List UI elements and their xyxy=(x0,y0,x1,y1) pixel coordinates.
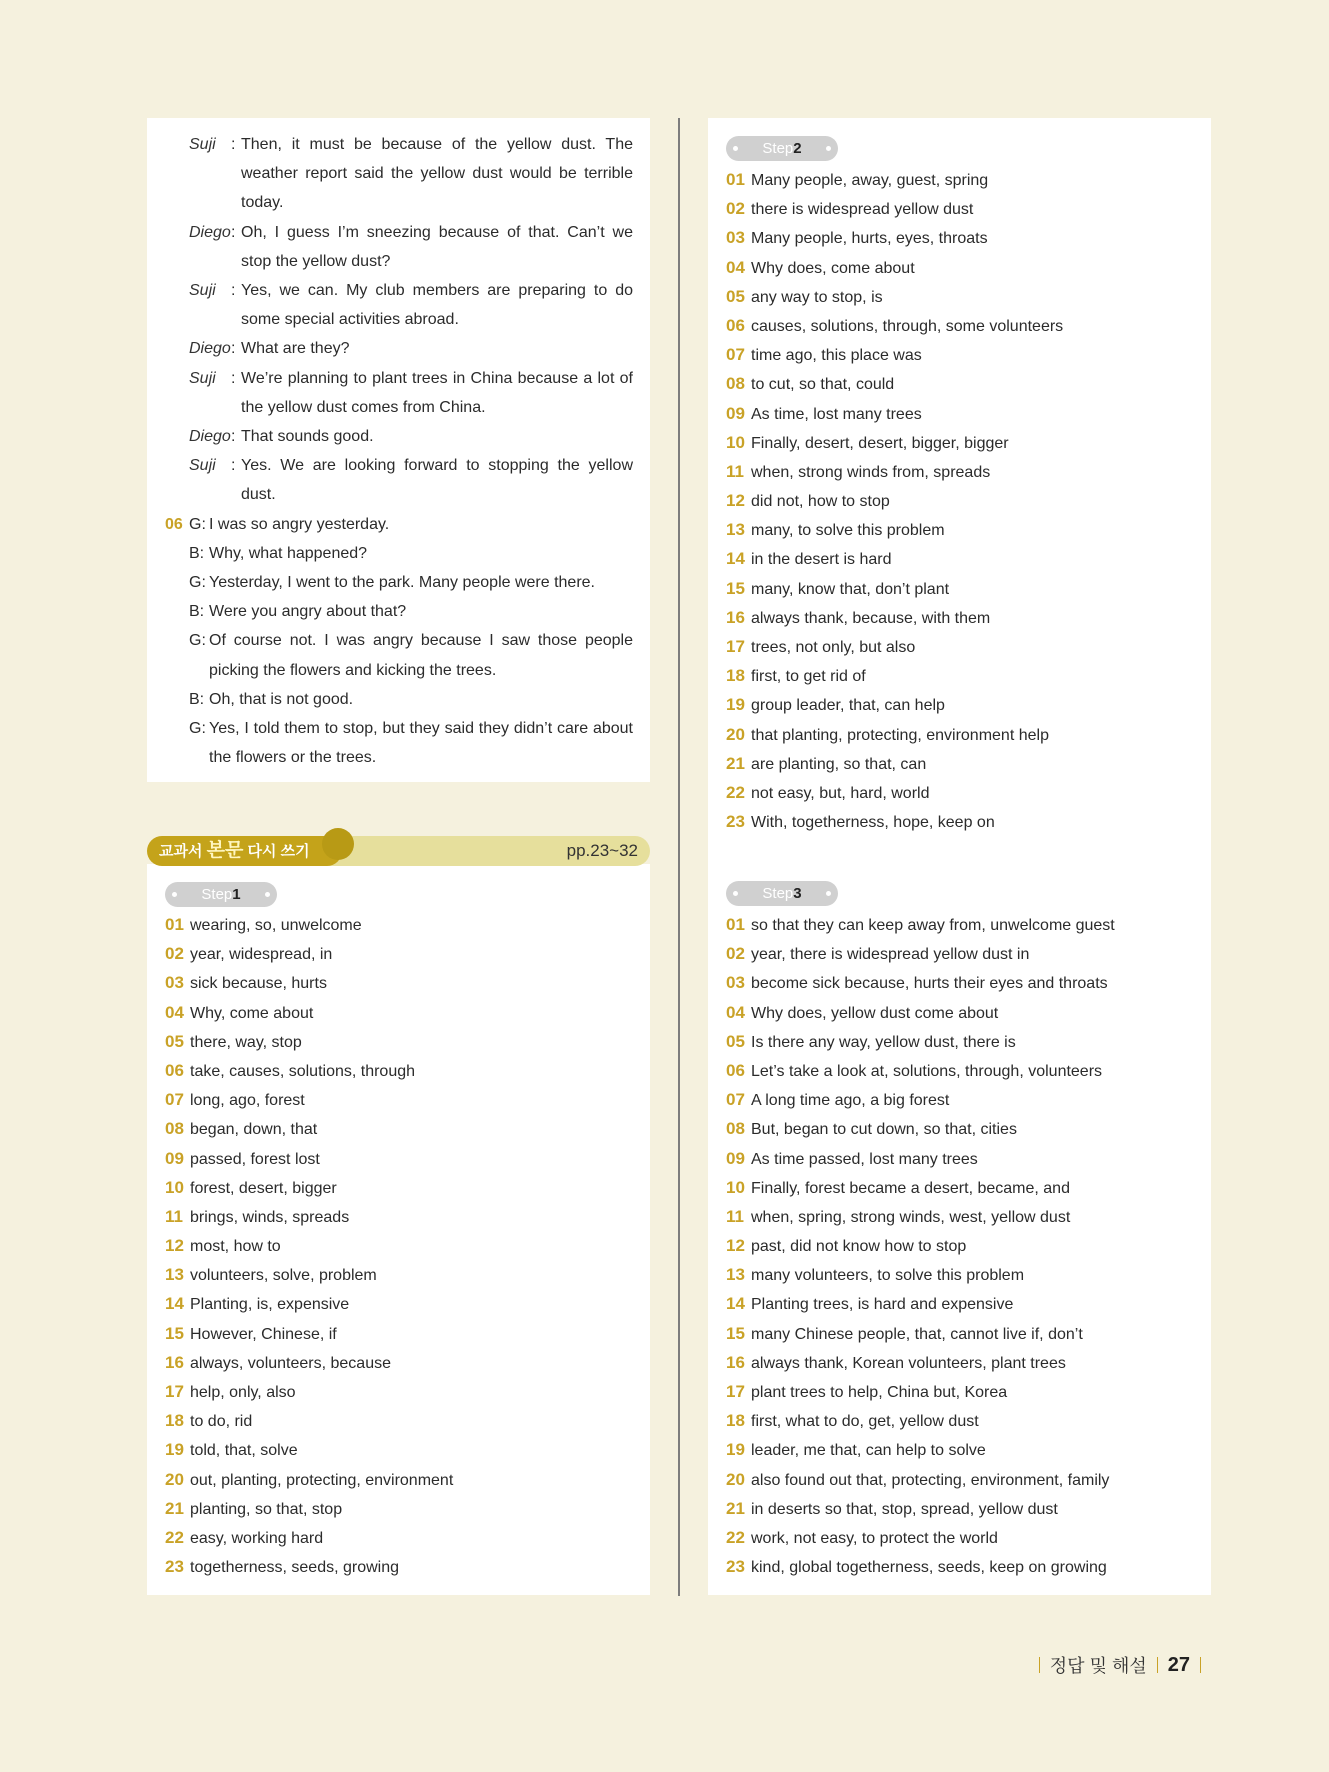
q06-line xyxy=(165,510,633,539)
step2-list xyxy=(726,165,1063,836)
list-item xyxy=(165,1289,453,1318)
item-text: told, that, solve xyxy=(190,1442,298,1460)
item-text: take, causes, solutions, through xyxy=(190,1062,416,1080)
list-item xyxy=(726,165,1063,194)
item-text: long, ago, forest xyxy=(190,1092,305,1110)
list-item xyxy=(726,1027,1115,1056)
item-number: 17 xyxy=(726,637,745,656)
list-item xyxy=(726,1406,1115,1435)
item-text: out, planting, protecting, environment xyxy=(190,1471,454,1489)
item-text: Finally, desert, desert, bigger, bigger xyxy=(751,434,1009,452)
question-number: 06 xyxy=(165,515,183,533)
dialogue-line xyxy=(165,130,633,218)
item-number: 19 xyxy=(726,695,745,715)
list-item xyxy=(726,1114,1115,1143)
item-number: 06 xyxy=(726,1060,745,1080)
list-item xyxy=(726,1085,1115,1114)
dialogue-line xyxy=(165,451,633,509)
list-item xyxy=(165,1056,453,1085)
item-number: 21 xyxy=(165,1498,184,1518)
colon: : xyxy=(231,282,236,300)
speaker-name: Suji xyxy=(189,136,216,153)
item-number: 04 xyxy=(726,1002,745,1022)
item-text: are planting, so that, can xyxy=(751,755,927,773)
item-text: many, know that, don’t plant xyxy=(751,580,950,598)
item-number: 10 xyxy=(726,432,745,452)
item-number: 12 xyxy=(726,491,745,511)
item-number: 11 xyxy=(726,1206,744,1226)
item-number: 16 xyxy=(165,1352,184,1372)
item-number: 09 xyxy=(165,1148,184,1168)
item-number: 04 xyxy=(726,257,745,277)
item-number: 18 xyxy=(165,1411,184,1431)
item-number: 20 xyxy=(726,724,745,744)
speaker-tag: G: xyxy=(189,632,206,650)
item-number: 16 xyxy=(726,1352,745,1372)
item-number: 21 xyxy=(726,1498,745,1518)
item-number: 20 xyxy=(165,1469,184,1489)
q06-line xyxy=(165,539,633,568)
indent xyxy=(165,685,189,714)
list-item xyxy=(726,1231,1115,1260)
item-text: in deserts so that, stop, spread, yellow dust xyxy=(751,1500,1058,1518)
colon: : xyxy=(231,457,236,475)
q06-text: Were you angry about that? xyxy=(209,603,407,621)
list-item xyxy=(726,1173,1115,1202)
item-text: Planting, is, expensive xyxy=(190,1296,350,1314)
list-item xyxy=(726,1523,1115,1552)
speaker-tag: B: xyxy=(189,690,205,708)
speaker-tag: G: xyxy=(189,574,206,592)
item-text: Why does, yellow dust come about xyxy=(751,1004,999,1022)
q06-line xyxy=(165,626,633,684)
colon: : xyxy=(231,369,236,387)
dialogue-line xyxy=(165,422,633,451)
list-item xyxy=(165,1494,453,1523)
item-number: 15 xyxy=(165,1323,184,1343)
q06-line xyxy=(165,685,633,714)
item-text: first, what to do, get, yellow dust xyxy=(751,1413,979,1431)
item-text: when, spring, strong winds, west, yellow dust xyxy=(751,1208,1071,1226)
item-text: forest, desert, bigger xyxy=(190,1179,337,1197)
item-text: Planting trees, is hard and expensive xyxy=(751,1296,1014,1314)
item-text: any way to stop, is xyxy=(751,288,883,306)
dialogue-text: What are they? xyxy=(241,340,350,358)
list-item xyxy=(165,968,453,997)
q06-line xyxy=(165,597,633,626)
list-item xyxy=(726,486,1063,515)
item-text: However, Chinese, if xyxy=(190,1325,337,1343)
item-text: help, only, also xyxy=(190,1384,296,1401)
q06-text: Yes, I told them to stop, but they said they didn’t care about the flowers or the trees. xyxy=(209,720,633,767)
colon: : xyxy=(231,428,236,446)
list-item xyxy=(165,1406,453,1435)
list-item xyxy=(726,939,1115,968)
item-number: 16 xyxy=(726,607,745,627)
list-item xyxy=(726,399,1063,428)
speaker-name: Suji xyxy=(189,457,216,475)
list-item xyxy=(165,1435,453,1464)
item-text: planting, so that, stop xyxy=(190,1500,343,1518)
item-number: 17 xyxy=(726,1382,745,1401)
list-item xyxy=(726,515,1063,544)
item-number: 10 xyxy=(726,1177,745,1197)
step3-list xyxy=(726,910,1115,1581)
list-item xyxy=(726,910,1115,939)
list-item xyxy=(165,998,453,1027)
item-number: 03 xyxy=(726,973,745,993)
item-text: in the desert is hard xyxy=(751,551,892,569)
speaker-name: Suji xyxy=(189,369,216,387)
list-item xyxy=(726,1056,1115,1085)
item-number: 05 xyxy=(726,286,745,306)
list-item xyxy=(165,1348,453,1377)
list-item xyxy=(726,340,1063,369)
footer-label: 정답 및 해설 xyxy=(1049,1656,1147,1676)
item-number: 15 xyxy=(726,1323,745,1343)
list-item xyxy=(726,807,1063,836)
list-item xyxy=(726,1260,1115,1289)
item-text: With, togetherness, hope, keep on xyxy=(751,814,995,832)
item-text: Finally, forest became a desert, became, and xyxy=(751,1179,1070,1197)
banner-dot-icon xyxy=(322,828,354,860)
list-item xyxy=(165,1377,453,1406)
item-text: when, strong winds from, spreads xyxy=(751,463,991,481)
list-item xyxy=(165,1231,453,1260)
item-number: 21 xyxy=(726,753,745,773)
item-number: 18 xyxy=(726,1411,745,1431)
dialogue-text: That sounds good. xyxy=(241,428,374,446)
item-text: year, there is widespread yellow dust in xyxy=(751,946,1030,964)
list-item xyxy=(726,1144,1115,1173)
dialogue-text: Then, it must be because of the yellow dust. The weather report said the yellow dust would be terrible today. xyxy=(241,136,633,212)
item-number: 12 xyxy=(726,1236,745,1256)
item-number: 22 xyxy=(165,1527,184,1547)
list-item xyxy=(165,1260,453,1289)
q06-text: I was so angry yesterday. xyxy=(209,515,390,533)
item-text: brings, winds, spreads xyxy=(190,1208,350,1226)
item-text: Let’s take a look at, solutions, through, volunteers xyxy=(751,1062,1103,1080)
item-text: group leader, that, can help xyxy=(751,697,945,715)
step3-label: Step3 xyxy=(726,881,838,906)
item-text: As time, lost many trees xyxy=(751,405,922,423)
list-item xyxy=(726,574,1063,603)
speaker-name: Diego xyxy=(189,340,231,358)
item-number: 09 xyxy=(726,403,745,423)
list-item xyxy=(165,1319,453,1348)
colon: : xyxy=(231,340,236,358)
item-text: wearing, so, unwelcome xyxy=(190,917,362,934)
item-number: 17 xyxy=(165,1382,184,1401)
item-number: 12 xyxy=(165,1236,184,1256)
list-item xyxy=(726,720,1063,749)
item-number: 18 xyxy=(726,666,745,686)
item-number: 08 xyxy=(726,1119,745,1139)
item-text: to cut, so that, could xyxy=(751,376,895,394)
item-text: always, volunteers, because xyxy=(190,1354,391,1372)
list-item xyxy=(726,1494,1115,1523)
list-item xyxy=(165,1085,453,1114)
item-text: there, way, stop xyxy=(190,1033,302,1051)
item-text: began, down, that xyxy=(190,1121,318,1139)
item-text: togetherness, seeds, growing xyxy=(190,1559,400,1577)
q06-text: Oh, that is not good. xyxy=(209,690,354,708)
item-number: 11 xyxy=(165,1206,183,1226)
list-item xyxy=(726,457,1063,486)
item-text: become sick because, hurts their eyes and throats xyxy=(751,975,1108,993)
list-item xyxy=(726,661,1063,690)
list-item xyxy=(726,369,1063,398)
item-text: Is there any way, yellow dust, there is xyxy=(751,1033,1016,1051)
list-item xyxy=(726,690,1063,719)
speaker-name: Diego xyxy=(189,428,231,446)
item-text: As time passed, lost many trees xyxy=(751,1150,978,1168)
item-text: did not, how to stop xyxy=(751,493,890,511)
dialogue-text: Oh, I guess I’m sneezing because of that. Can’t we stop the yellow dust? xyxy=(241,223,633,270)
indent xyxy=(165,714,189,772)
item-number: 04 xyxy=(165,1002,184,1022)
list-item xyxy=(726,998,1115,1027)
list-item xyxy=(726,1377,1115,1406)
list-item xyxy=(726,1465,1115,1494)
colon: : xyxy=(231,136,236,153)
item-number: 22 xyxy=(726,782,745,802)
list-item xyxy=(726,1319,1115,1348)
item-number: 19 xyxy=(165,1440,184,1460)
item-text: there is widespread yellow dust xyxy=(751,201,974,219)
list-item xyxy=(165,1552,453,1581)
item-number: 23 xyxy=(726,812,745,832)
item-text: trees, not only, but also xyxy=(751,639,916,656)
item-number: 07 xyxy=(726,345,745,365)
item-number: 10 xyxy=(165,1177,184,1197)
list-item xyxy=(726,603,1063,632)
item-number: 03 xyxy=(165,973,184,993)
item-number: 13 xyxy=(726,520,745,540)
dialogue-text: Yes. We are looking forward to stopping the yellow dust. xyxy=(241,457,633,504)
dialogue-line xyxy=(165,276,633,334)
list-item xyxy=(726,311,1063,340)
q06-text: Yesterday, I went to the park. Many people were there. xyxy=(209,574,595,592)
dialogue-text: We’re planning to plant trees in China because a lot of the yellow dust comes from China. xyxy=(241,369,633,416)
indent xyxy=(165,597,189,626)
item-text: always thank, Korean volunteers, plant trees xyxy=(751,1354,1066,1372)
list-item xyxy=(726,194,1063,223)
item-text: volunteers, solve, problem xyxy=(190,1267,377,1285)
list-item xyxy=(726,749,1063,778)
list-item xyxy=(165,1173,453,1202)
list-item xyxy=(165,939,453,968)
item-text: kind, global togetherness, seeds, keep on growing xyxy=(751,1559,1107,1577)
list-item xyxy=(726,1289,1115,1318)
item-text: year, widespread, in xyxy=(190,946,333,964)
item-number: 07 xyxy=(726,1090,745,1110)
item-number: 03 xyxy=(726,228,745,248)
item-number: 05 xyxy=(165,1031,184,1051)
item-number: 09 xyxy=(726,1148,745,1168)
item-text: Many people, hurts, eyes, throats xyxy=(751,230,988,248)
item-text: Why, come about xyxy=(190,1004,314,1022)
dialogue-line xyxy=(165,364,633,422)
item-number: 07 xyxy=(165,1090,184,1110)
indent xyxy=(165,539,189,568)
list-item xyxy=(726,253,1063,282)
item-number: 14 xyxy=(726,549,745,569)
list-item xyxy=(165,910,453,939)
item-text: Many people, away, guest, spring xyxy=(751,172,989,189)
item-number: 01 xyxy=(726,170,745,189)
item-number: 14 xyxy=(726,1294,745,1314)
item-text: that planting, protecting, environment help xyxy=(751,726,1049,744)
list-item xyxy=(726,282,1063,311)
banner-title: 교과서 본문 다시 쓰기 xyxy=(147,836,342,866)
item-text: many Chinese people, that, cannot live if, don’t xyxy=(751,1325,1083,1343)
item-number: 08 xyxy=(165,1119,184,1139)
item-text: many, to solve this problem xyxy=(751,522,945,540)
item-number: 05 xyxy=(726,1031,745,1051)
list-item xyxy=(165,1202,453,1231)
item-number: 02 xyxy=(726,199,745,219)
list-item xyxy=(726,632,1063,661)
list-item xyxy=(726,968,1115,997)
list-item xyxy=(726,1552,1115,1581)
speaker-tag: B: xyxy=(189,544,205,562)
item-number: 06 xyxy=(165,1060,184,1080)
item-text: time ago, this place was xyxy=(751,347,922,365)
item-number: 11 xyxy=(726,461,744,481)
item-text: leader, me that, can help to solve xyxy=(751,1442,986,1460)
list-item xyxy=(165,1144,453,1173)
item-number: 08 xyxy=(726,374,745,394)
list-item xyxy=(726,428,1063,457)
item-text: most, how to xyxy=(190,1238,281,1256)
item-text: A long time ago, a big forest xyxy=(751,1092,950,1110)
colon: : xyxy=(231,223,236,241)
item-number: 01 xyxy=(165,915,184,934)
item-text: not easy, but, hard, world xyxy=(751,784,930,802)
list-item xyxy=(726,1348,1115,1377)
item-text: Why does, come about xyxy=(751,259,915,277)
list-item xyxy=(165,1465,453,1494)
item-text: also found out that, protecting, environment, family xyxy=(751,1471,1110,1489)
dialogue-line xyxy=(165,334,633,363)
dialogue-text: Yes, we can. My club members are preparing to do some special activities abroad. xyxy=(241,282,633,329)
item-number: 02 xyxy=(726,944,745,964)
page-footer xyxy=(1029,1652,1211,1678)
speaker-tag: G: xyxy=(189,720,206,738)
speaker-tag: G: xyxy=(189,515,206,533)
item-number: 06 xyxy=(726,315,745,335)
dialogue-section xyxy=(165,130,633,772)
item-text: passed, forest lost xyxy=(190,1150,320,1168)
item-text: many volunteers, to solve this problem xyxy=(751,1267,1025,1285)
indent xyxy=(165,626,189,684)
list-item xyxy=(726,1435,1115,1464)
page-number: 27 xyxy=(1167,1653,1190,1676)
list-item xyxy=(165,1523,453,1552)
item-number: 13 xyxy=(165,1265,184,1285)
item-text: to do, rid xyxy=(190,1413,253,1431)
column-divider xyxy=(678,118,680,1596)
item-text: always thank, because, with them xyxy=(751,609,991,627)
speaker-name: Suji xyxy=(189,282,216,300)
item-text: so that they can keep away from, unwelcome guest xyxy=(751,917,1115,934)
list-item xyxy=(726,544,1063,573)
step1-label: Step1 xyxy=(165,882,277,907)
section-banner xyxy=(147,836,650,866)
item-number: 13 xyxy=(726,1265,745,1285)
list-item xyxy=(726,778,1063,807)
q06-line xyxy=(165,568,633,597)
item-text: easy, working hard xyxy=(190,1529,324,1547)
list-item xyxy=(165,1027,453,1056)
item-number: 22 xyxy=(726,1527,745,1547)
q06-line xyxy=(165,714,633,772)
item-number: 15 xyxy=(726,578,745,598)
item-number: 14 xyxy=(165,1294,184,1314)
indent xyxy=(165,568,189,597)
item-number: 02 xyxy=(165,944,184,964)
list-item xyxy=(726,1202,1115,1231)
item-number: 23 xyxy=(165,1557,184,1577)
speaker-name: Diego xyxy=(189,223,231,241)
list-item xyxy=(165,1114,453,1143)
item-text: past, did not know how to stop xyxy=(751,1238,967,1256)
item-number: 20 xyxy=(726,1469,745,1489)
dialogue-line xyxy=(165,218,633,276)
item-text: But, began to cut down, so that, cities xyxy=(751,1121,1017,1139)
speaker-tag: B: xyxy=(189,603,205,621)
item-text: sick because, hurts xyxy=(190,975,327,993)
item-number: 01 xyxy=(726,915,745,934)
q06-text: Why, what happened? xyxy=(209,544,368,562)
item-text: plant trees to help, China but, Korea xyxy=(751,1384,1008,1401)
q06-text: Of course not. I was angry because I saw those people picking the flowers and kicking the trees. xyxy=(209,632,633,679)
list-item xyxy=(726,223,1063,252)
step1-list xyxy=(165,910,453,1581)
item-number: 23 xyxy=(726,1557,745,1577)
page-range: pp.23~32 xyxy=(566,841,638,860)
step2-label: Step2 xyxy=(726,136,838,161)
item-text: work, not easy, to protect the world xyxy=(751,1529,998,1547)
item-text: first, to get rid of xyxy=(751,668,866,686)
item-text: causes, solutions, through, some volunteers xyxy=(751,317,1064,335)
item-number: 19 xyxy=(726,1440,745,1460)
